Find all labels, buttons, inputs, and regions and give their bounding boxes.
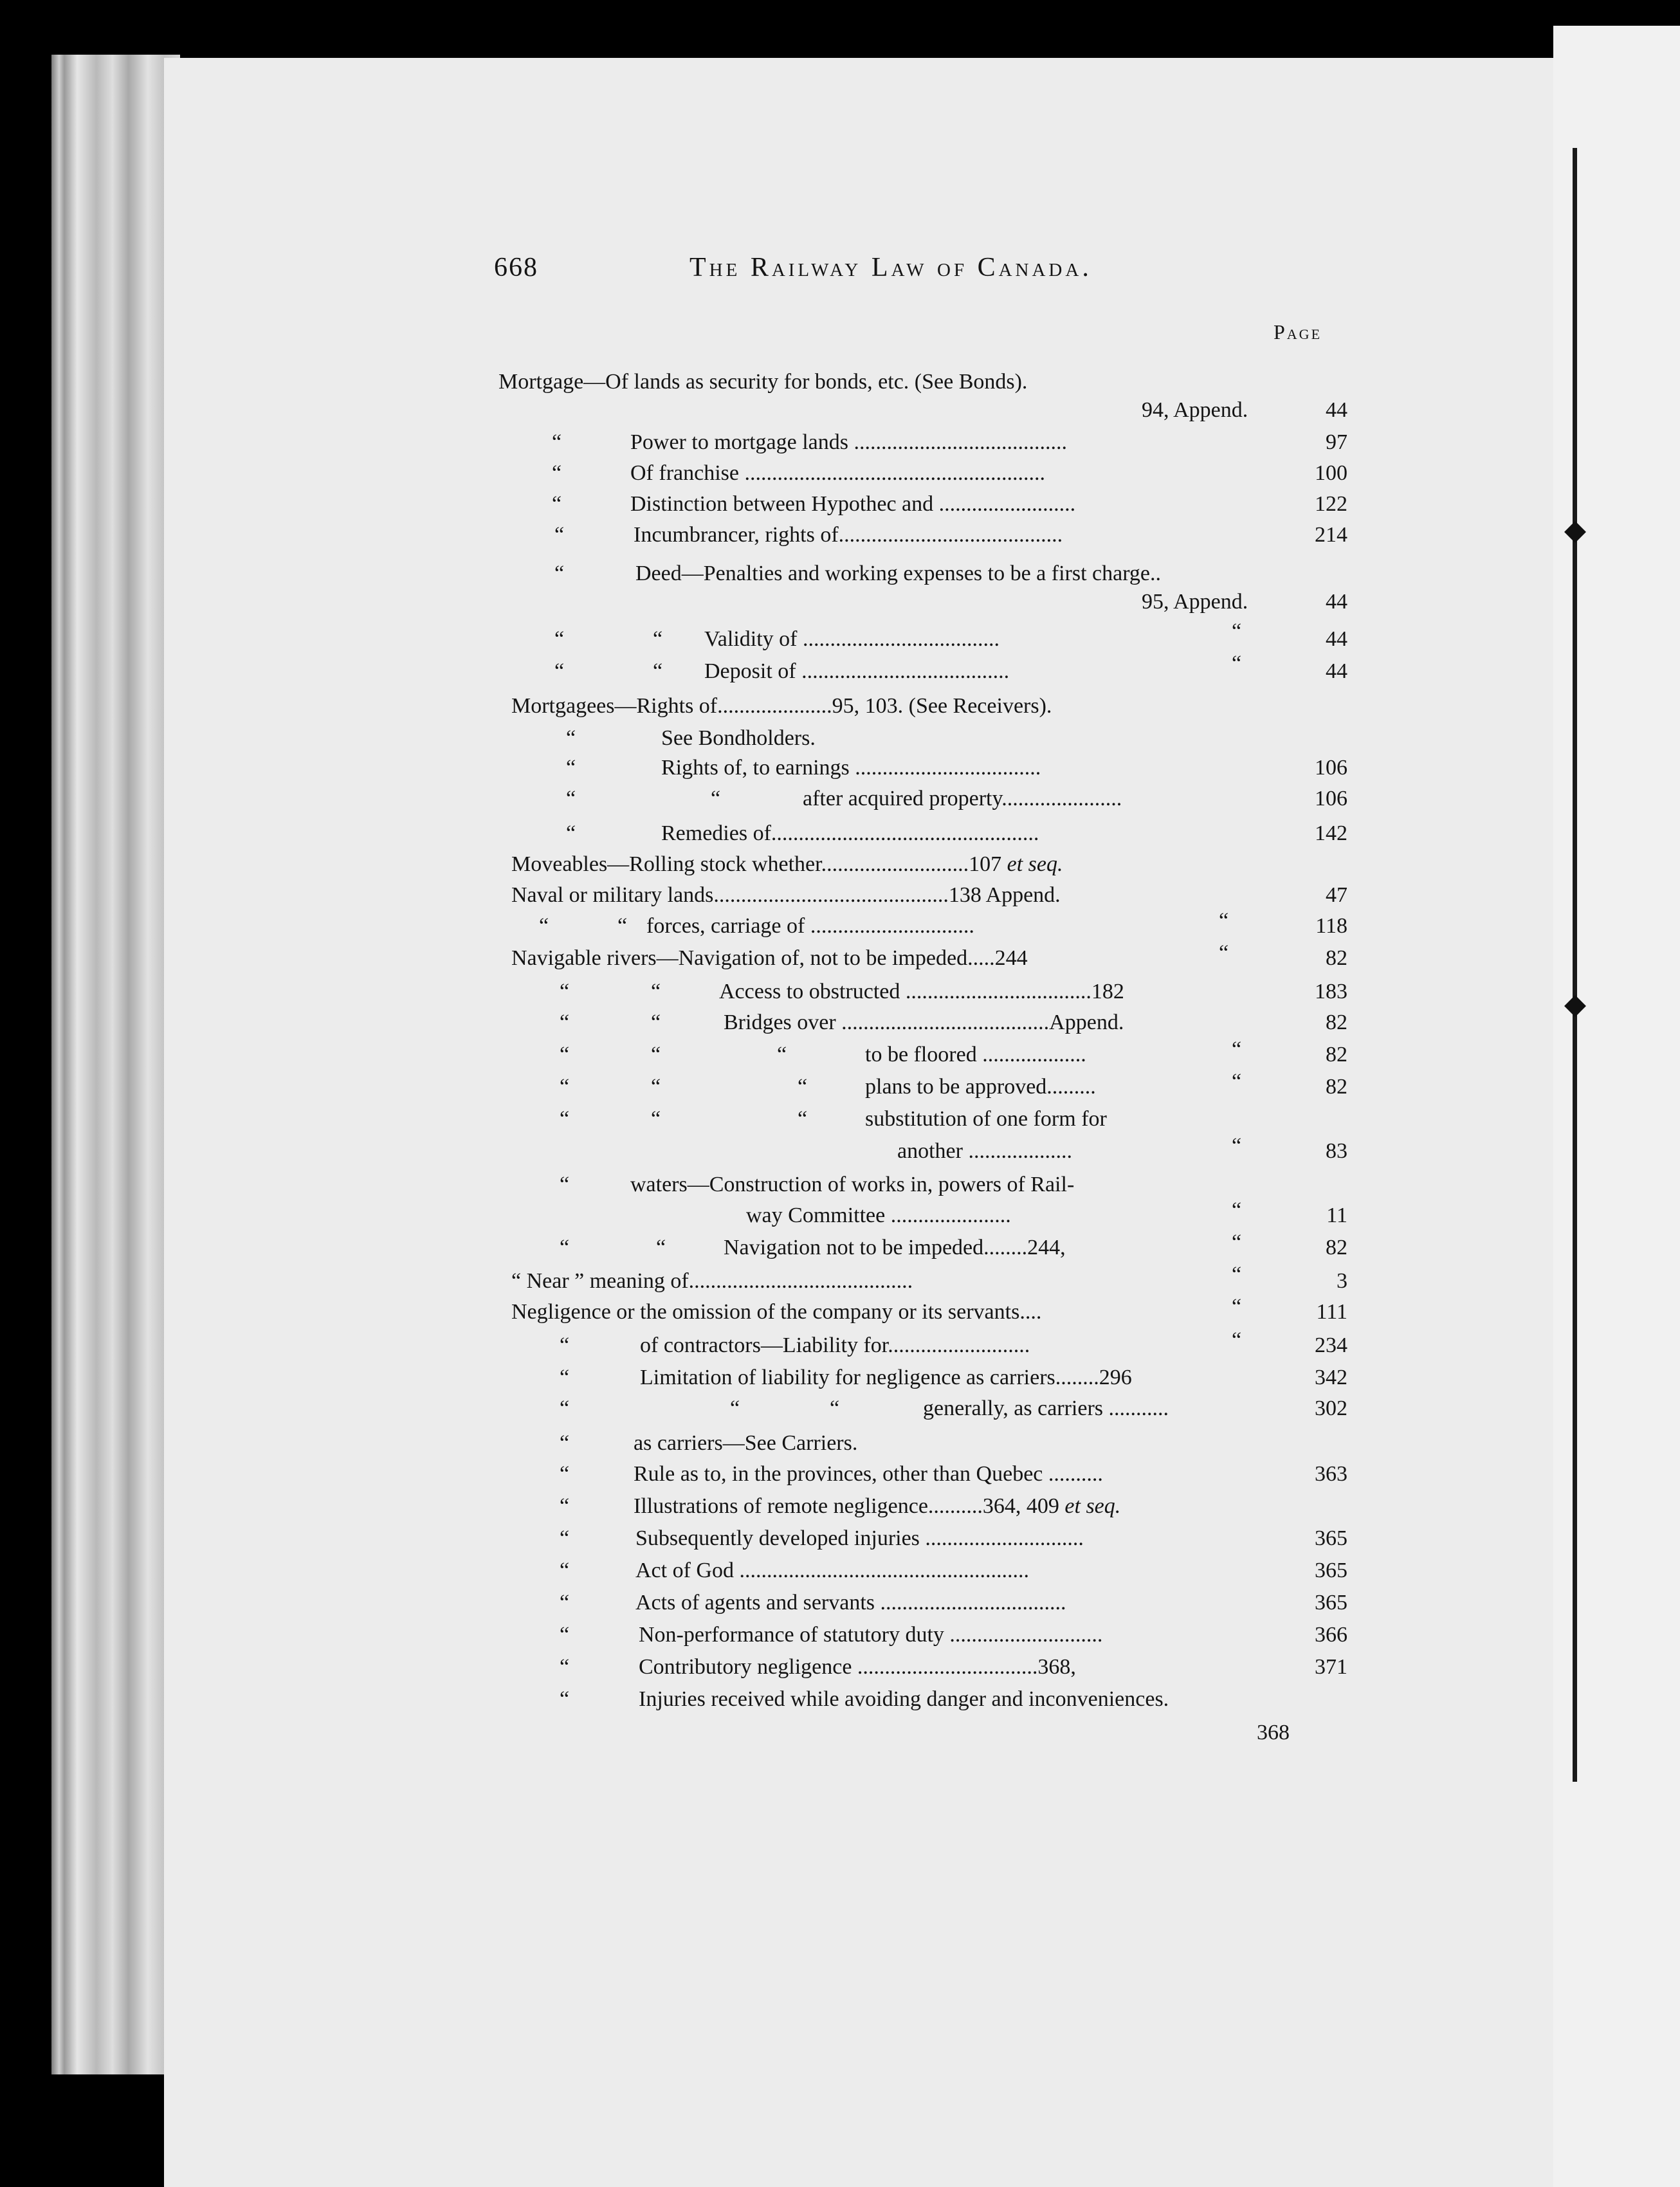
entry-text: Negligence or the omission of the company or its servants.... (511, 1300, 1042, 1324)
ditto-mark: “ (560, 1333, 570, 1357)
ditto-mark: “ (651, 1075, 661, 1099)
binding-line (1573, 148, 1577, 1782)
entry-text: Limitation of liability for negligence as carriers........296 (640, 1366, 1132, 1389)
entry-text: Act of God ..................................................... (635, 1559, 1029, 1582)
entry-text: Rights of, to earnings .................................. (661, 756, 1041, 780)
entry-page: 44 (1326, 659, 1347, 683)
page-number: 668 (494, 253, 538, 282)
entry-text: after acquired property...................... (803, 787, 1122, 810)
entry-text: Injuries received while avoiding danger and inconveniences. (639, 1687, 1169, 1711)
ditto-mark: “ (1232, 1038, 1242, 1061)
entry-text: Deed—Penalties and working expenses to be a first charge.. (635, 562, 1162, 585)
ditto-mark: “ (552, 430, 562, 454)
ditto-mark: “ (798, 1075, 808, 1099)
ditto-mark: “ (560, 980, 570, 1003)
entry-page: 368 (1257, 1721, 1290, 1744)
ditto-mark: “ (1232, 619, 1242, 643)
ditto-mark: “ (1232, 1070, 1242, 1094)
entry-text: Mortgagees—Rights of.....................95, 103. (See Receivers). (511, 694, 1052, 718)
entry-page: 111 (1316, 1300, 1347, 1324)
ditto-mark: “ (1232, 652, 1242, 675)
ditto-mark: “ (560, 1526, 570, 1550)
entry-text: Subsequently developed injuries ............................. (635, 1526, 1084, 1550)
entry-page: 366 (1315, 1623, 1347, 1647)
ditto-mark: “ (653, 627, 663, 651)
ditto-mark: “ (560, 1559, 570, 1582)
page-column-label: Page (1274, 320, 1322, 343)
entry-text: of contractors—Liability for.......................... (640, 1333, 1030, 1357)
entry-text: waters—Construction of works in, powers of Rail- (630, 1173, 1075, 1196)
entry-page: 342 (1315, 1366, 1347, 1389)
book-title: The Railway Law of Canada. (689, 253, 1092, 282)
entry-page: 106 (1315, 756, 1347, 780)
entry-text: forces, carriage of .............................. (646, 914, 974, 938)
entry-page: 234 (1315, 1333, 1347, 1357)
et-seq-italic: et seq. (1064, 1494, 1121, 1518)
ditto-mark: “ (554, 523, 565, 547)
ditto-mark: “ (1232, 1231, 1242, 1254)
ditto-mark: “ (560, 1236, 570, 1259)
ditto-mark: “ (1219, 941, 1229, 965)
entry-text: another ................... (897, 1139, 1072, 1163)
ditto-mark: “ (560, 1687, 570, 1711)
ditto-mark: “ (539, 914, 549, 938)
entry-page: 183 (1315, 980, 1347, 1003)
ditto-mark: “ (566, 787, 576, 810)
entry-page: 365 (1315, 1559, 1347, 1582)
ditto-mark: “ (1232, 1134, 1242, 1158)
entry-text: generally, as carriers ........... (923, 1396, 1169, 1420)
ditto-mark: “ (651, 980, 661, 1003)
entry-page: 100 (1315, 461, 1347, 485)
ditto-mark: “ (560, 1431, 570, 1455)
ditto-mark: “ (554, 562, 565, 585)
ditto-mark: “ (560, 1173, 570, 1196)
entry-page: 302 (1315, 1396, 1347, 1420)
entry-page: 82 (1326, 1075, 1347, 1099)
entry-page: 44 (1326, 590, 1347, 614)
ditto-mark: “ (552, 461, 562, 485)
ditto-mark: “ (560, 1366, 570, 1389)
entry-page: 11 (1326, 1203, 1347, 1227)
ditto-mark: “ (560, 1011, 570, 1034)
ditto-mark: “ (651, 1043, 661, 1066)
ditto-mark: “ (651, 1011, 661, 1034)
ditto-mark: “ (566, 756, 576, 780)
entry-page: 3 (1337, 1269, 1347, 1293)
ditto-mark: “ (560, 1623, 570, 1647)
entry-page: 82 (1326, 1011, 1347, 1034)
entry-page: 82 (1326, 1043, 1347, 1066)
ditto-mark: “ (711, 787, 721, 810)
entry-page: 82 (1326, 946, 1347, 970)
entry-text: “ Near ” meaning of......................................... (511, 1269, 913, 1293)
entry-text: Naval or military lands...........................................138 Append. (511, 883, 1061, 907)
ditto-mark: “ (552, 492, 562, 516)
entry-text: Rule as to, in the provinces, other than Quebec .......... (634, 1462, 1103, 1486)
entry-text: Mortgage—Of lands as security for bonds, etc. (See Bonds). (498, 370, 1028, 394)
entry-text: Of franchise ....................................................... (630, 461, 1045, 485)
entry-text: Access to obstructed ..................................182 (719, 980, 1124, 1003)
entry-text: plans to be approved......... (865, 1075, 1096, 1099)
entry-page: 44 (1326, 398, 1347, 422)
ditto-mark: “ (560, 1107, 570, 1131)
entry-text: Illustrations of remote negligence..........364, 409 et seq. (634, 1494, 1121, 1518)
entry-text: Navigation not to be impeded........244, (724, 1236, 1066, 1259)
entry-text: Deposit of ...................................... (704, 659, 1010, 683)
ditto-mark: “ (1219, 909, 1229, 933)
ditto-mark: “ (560, 1462, 570, 1486)
ditto-mark: “ (560, 1396, 570, 1420)
entry-text: to be floored ................... (865, 1043, 1086, 1066)
entry-text: way Committee ...................... (746, 1203, 1011, 1227)
ditto-mark: “ (1232, 1295, 1242, 1319)
entry-text: Acts of agents and servants .................................. (635, 1591, 1066, 1615)
entry-text: 94, Append. (1142, 398, 1248, 422)
entry-page: 371 (1315, 1655, 1347, 1679)
ditto-mark: “ (617, 914, 628, 938)
entry-text: Remedies of................................................. (661, 821, 1039, 845)
ditto-mark: “ (560, 1075, 570, 1099)
ditto-mark: “ (554, 659, 565, 683)
entry-text: Incumbrancer, rights of......................................... (634, 523, 1063, 547)
entry-page: 363 (1315, 1462, 1347, 1486)
entry-text: Moveables—Rolling stock whether...........................107 et seq. (511, 852, 1063, 876)
ditto-mark: “ (777, 1043, 787, 1066)
entry-page: 97 (1326, 430, 1347, 454)
et-seq-italic: et seq. (1007, 852, 1063, 876)
ditto-mark: “ (651, 1107, 661, 1131)
entry-page: 122 (1315, 492, 1347, 516)
entry-text: 95, Append. (1142, 590, 1248, 614)
ditto-mark: “ (1232, 1328, 1242, 1352)
ditto-mark: “ (554, 627, 565, 651)
entry-text: as carriers—See Carriers. (634, 1431, 858, 1455)
entry-page: 83 (1326, 1139, 1347, 1163)
ditto-mark: “ (566, 821, 576, 845)
entry-text: Validity of .................................... (704, 627, 1000, 651)
entry-text: Non-performance of statutory duty ............................ (639, 1623, 1103, 1647)
entry-page: 106 (1315, 787, 1347, 810)
entry-text: Bridges over ......................................Append. (724, 1011, 1124, 1034)
ditto-mark: “ (560, 1591, 570, 1615)
ditto-mark: “ (730, 1396, 740, 1420)
ditto-mark: “ (653, 659, 663, 683)
entry-text: See Bondholders. (661, 726, 816, 750)
entry-page: 47 (1326, 883, 1347, 907)
entry-page: 44 (1326, 627, 1347, 651)
entry-text: Power to mortgage lands ....................................... (630, 430, 1067, 454)
ditto-mark: “ (560, 1494, 570, 1518)
ditto-mark: “ (560, 1043, 570, 1066)
ditto-mark: “ (566, 726, 576, 750)
ditto-mark: “ (1232, 1263, 1242, 1286)
ditto-mark: “ (830, 1396, 840, 1420)
entry-page: 365 (1315, 1526, 1347, 1550)
entry-text: Distinction between Hypothec and ......................... (630, 492, 1076, 516)
entry-page: 142 (1315, 821, 1347, 845)
entry-page: 82 (1326, 1236, 1347, 1259)
entry-text: Contributory negligence .................................368, (639, 1655, 1076, 1679)
entry-page: 214 (1315, 523, 1347, 547)
entry-text: Navigable rivers—Navigation of, not to be impeded.....244 (511, 946, 1028, 970)
ditto-mark: “ (798, 1107, 808, 1131)
entry-page: 118 (1315, 914, 1347, 938)
ditto-mark: “ (1232, 1198, 1242, 1222)
entry-page: 365 (1315, 1591, 1347, 1615)
ditto-mark: “ (560, 1655, 570, 1679)
entry-text: substitution of one form for (865, 1107, 1107, 1131)
page-edge-stack (51, 55, 180, 2074)
running-head (494, 252, 1351, 291)
ditto-mark: “ (656, 1236, 666, 1259)
